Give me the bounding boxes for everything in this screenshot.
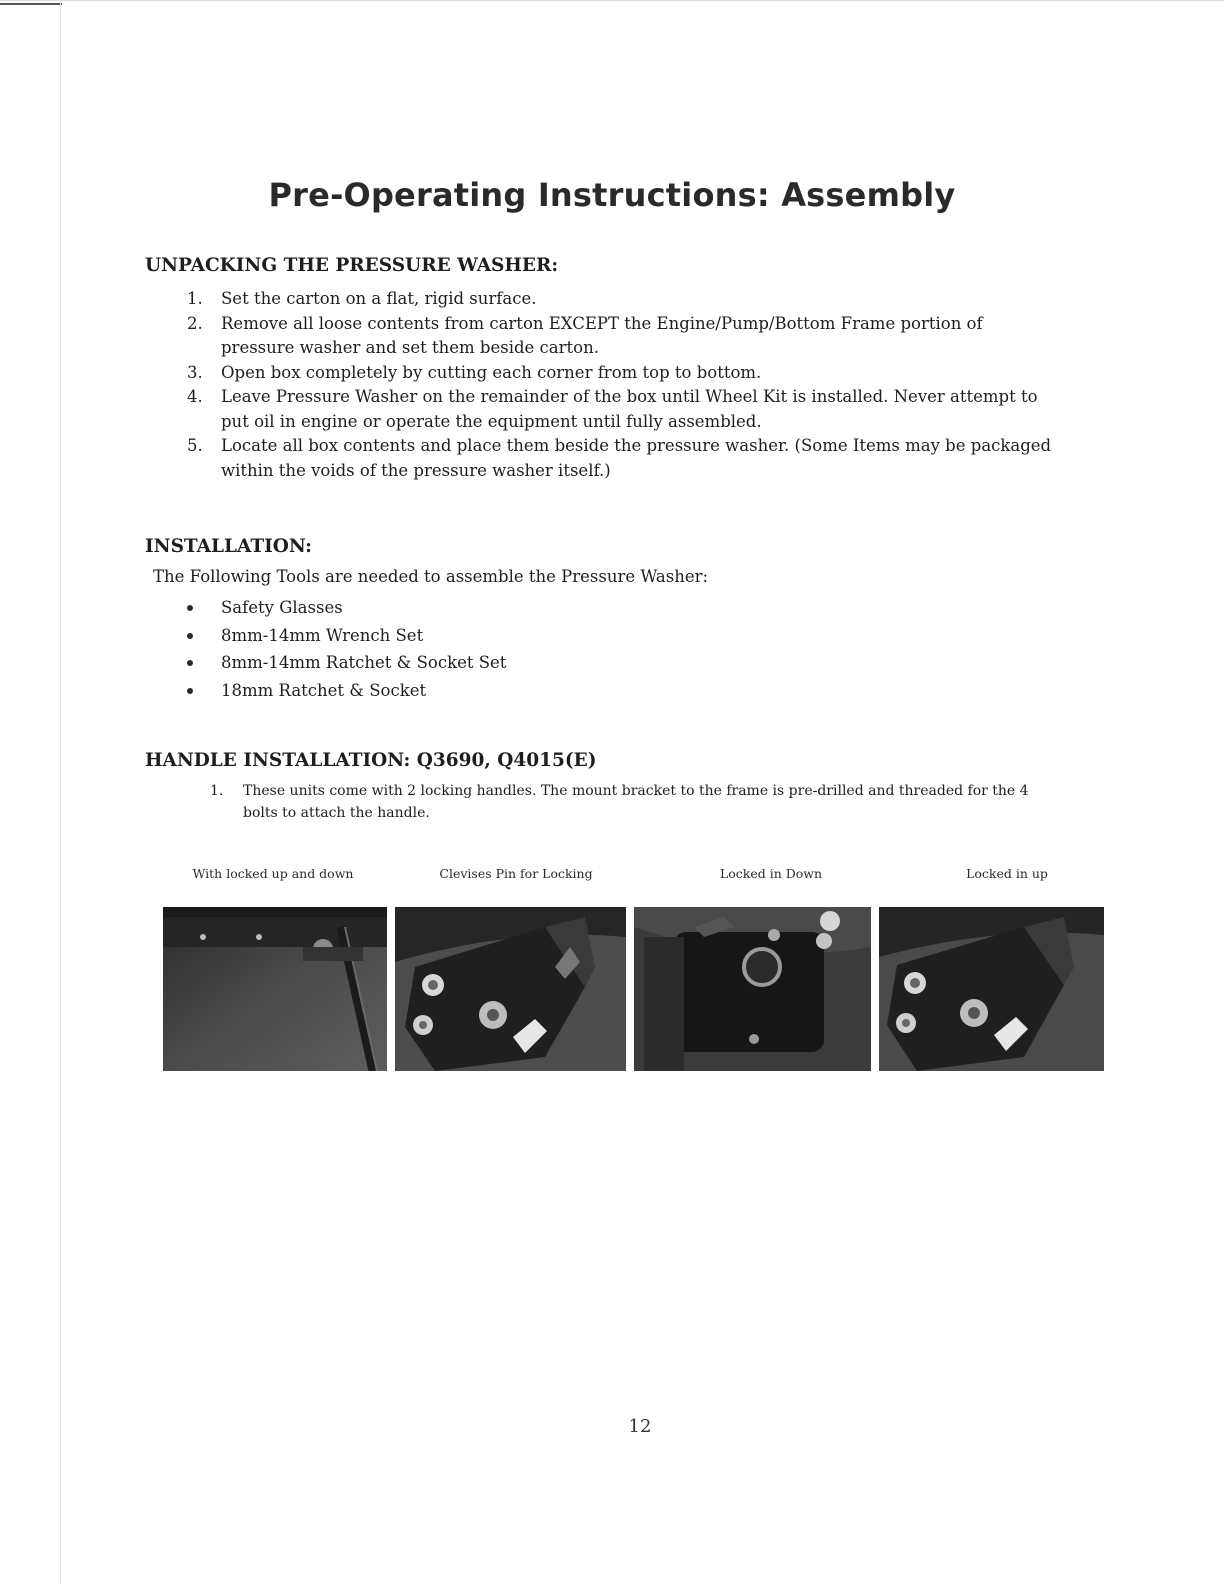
photo-locked-down [634,907,871,1071]
page-number: 12 [628,1416,652,1437]
photo-caption: Locked in Down [719,866,823,881]
page-edge [0,0,1224,1]
bullet-icon [187,688,193,694]
list-item [180,677,506,705]
step-text: bolts to attach the handle. [243,805,430,821]
scan-mark [0,3,62,5]
list-item [180,361,1080,386]
step-text: Open box completely by cutting each corner from top to bottom. [221,362,762,382]
step-text: These units come with 2 locking handles. The mount bracket to the frame is pre-drilled and threaded for the 4 [243,783,1029,799]
list-item [180,287,1080,312]
page-margin-line [60,0,61,1584]
step-text: Set the carton on a flat, rigid surface. [221,289,537,308]
photo-handle-locked [163,907,387,1071]
list-item [180,594,506,622]
list-item [180,385,1080,434]
unpacking-heading: UNPACKING THE PRESSURE WASHER: [145,255,559,276]
list-item [180,312,1080,361]
photo-caption: Locked in up [966,866,1048,881]
step-number: 1. [187,289,203,308]
tools-list [180,594,506,704]
step-text: within the voids of the pressure washer itself.) [221,460,611,480]
photo-caption: With locked up and down [192,866,354,881]
photo-clevis-pin [395,907,626,1071]
step-number: 1. [210,783,224,799]
list-item [205,780,1105,824]
list-item [180,434,1080,483]
unpacking-steps [180,287,1080,483]
step-text: Locate all box contents and place them beside the pressure washer. (Some Items may be packaged [221,436,1052,455]
step-number: 2. [187,313,203,333]
handle-heading: HANDLE INSTALLATION: Q3690, Q4015(E) [145,750,597,771]
step-text: pressure washer and set them beside carton. [221,338,599,357]
tools-intro: The Following Tools are needed to assemble the Pressure Washer: [153,567,709,586]
step-text: Leave Pressure Washer on the remainder of the box until Wheel Kit is installed. Never attempt to [221,387,1038,406]
step-number: 5. [187,436,203,455]
photo-caption: Clevises Pin for Locking [439,866,593,881]
photo-locked-up [879,907,1104,1071]
handle-steps [205,780,1105,824]
tool-name: 8mm-14mm Ratchet & Socket Set [221,653,507,672]
installation-heading: INSTALLATION: [145,536,313,557]
tool-name: 8mm-14mm Wrench Set [221,625,424,645]
bullet-icon [187,605,193,611]
tool-name: 18mm Ratchet & Socket [221,680,427,700]
step-number: 4. [187,387,203,406]
tool-name: Safety Glasses [221,598,343,617]
step-number: 3. [187,362,203,382]
list-item [180,622,506,650]
step-text: Remove all loose contents from carton EXCEPT the Engine/Pump/Bottom Frame portion of [221,313,983,333]
step-text: put oil in engine or operate the equipment until fully assembled. [221,411,762,431]
list-item [180,649,506,677]
page-title: Pre-Operating Instructions: Assembly [268,176,956,214]
bullet-icon [187,633,193,639]
bullet-icon [187,660,193,666]
